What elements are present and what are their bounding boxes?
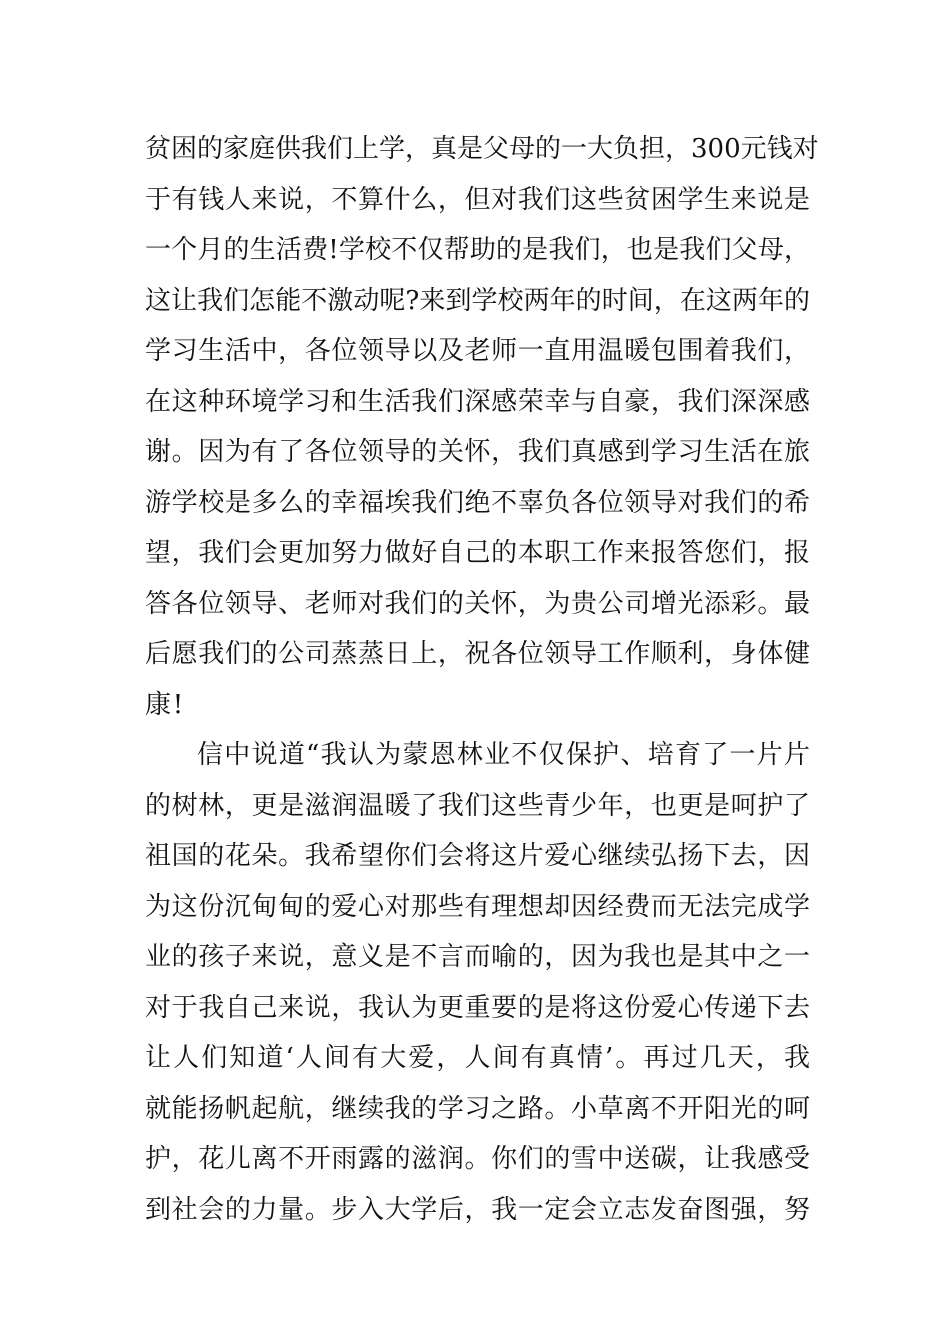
text-line: 答各位领导、老师对我们的关怀，为贵公司增光添彩。最 — [145, 588, 810, 619]
text-line: 这让我们怎能不激动呢?来到学校两年的时间，在这两年的 — [145, 285, 810, 316]
text-line: 对于我自己来说，我认为更重要的是将这份爱心传递下去 — [145, 992, 810, 1023]
text-line: 让人们知道‘人间有大爱，人间有真情’。再过几天，我 — [145, 1043, 810, 1073]
text-line: 护，花儿离不开雨露的滋润。你们的雪中送碳，让我感受 — [145, 1144, 810, 1174]
text-line: 为这份沉甸甸的爱心对那些有理想却因经费而无法完成学 — [145, 891, 810, 922]
text-line: 业的孩子来说，意义是不言而喻的，因为我也是其中之一 — [145, 942, 810, 972]
text-line: 一个月的生活费!学校不仅帮助的是我们，也是我们父母， — [145, 235, 810, 265]
text-line: 贫困的家庭供我们上学，真是父母的一大负担，300元钱对 — [145, 134, 819, 164]
text-line: 康! — [145, 689, 185, 720]
paragraph-1 — [145, 124, 819, 730]
text-line: 游学校是多么的幸福埃我们绝不辜负各位领导对我们的希 — [145, 487, 810, 518]
paragraph-2 — [145, 730, 810, 1235]
text-line: 于有钱人来说，不算什么，但对我们这些贫困学生来说是 — [145, 184, 810, 215]
text-line: 谢。因为有了各位领导的关怀，我们真感到学习生活在旅 — [145, 437, 810, 467]
text-line: 信中说道“我认为蒙恩林业不仅保护、培育了一片片 — [197, 740, 810, 770]
text-line: 在这种环境学习和生活我们深感荣幸与自豪，我们深深感 — [145, 386, 810, 417]
document-body — [145, 124, 819, 1235]
text-line: 的树林，更是滋润温暖了我们这些青少年，也更是呵护了 — [145, 790, 810, 821]
text-line: 学习生活中，各位领导以及老师一直用温暖包围着我们， — [145, 336, 810, 366]
text-line: 祖国的花朵。我希望你们会将这片爱心继续弘扬下去，因 — [145, 841, 810, 871]
text-line: 后愿我们的公司蒸蒸日上，祝各位领导工作顺利，身体健 — [145, 639, 810, 669]
text-line: 就能扬帆起航，继续我的学习之路。小草离不开阳光的呵 — [145, 1093, 810, 1124]
text-line: 到社会的力量。步入大学后，我一定会立志发奋图强，努 — [145, 1194, 810, 1225]
text-line: 望，我们会更加努力做好自己的本职工作来报答您们，报 — [145, 538, 810, 568]
